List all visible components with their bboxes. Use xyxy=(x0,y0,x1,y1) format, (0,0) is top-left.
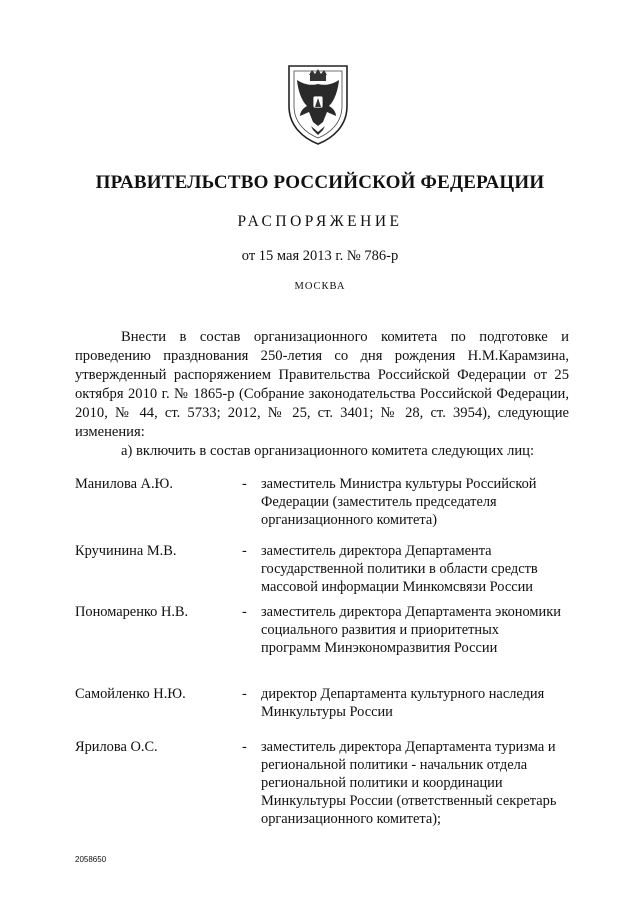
member-description: заместитель директора Департамента государственной политики в области средств массовой информации Минкомсвязи России xyxy=(261,543,538,595)
member-name: Пономаренко Н.В. xyxy=(75,604,189,620)
date-number-line: от 15 мая 2013 г. № 786-р xyxy=(241,248,399,264)
member-description: директор Департамента культурного наследия Минкультуры России xyxy=(261,686,545,720)
member-dash: - xyxy=(242,543,247,559)
member-name: Самойленко Н.Ю. xyxy=(75,686,186,702)
member-name: Манилова А.Ю. xyxy=(75,476,173,492)
member-name: Кручинина М.В. xyxy=(75,543,177,559)
member-dash: - xyxy=(242,739,247,755)
member-dash: - xyxy=(242,476,247,492)
member-dash: - xyxy=(242,604,247,620)
order-type-title: РАСПОРЯЖЕНИЕ xyxy=(237,213,403,230)
coat-of-arms-icon xyxy=(273,60,363,150)
member-description: заместитель директора Департамента туризма и региональной политики - начальник отдела региональной политики и координации Минкультуры России (ответственный секретарь организационного комитета); xyxy=(261,739,557,827)
sub-item-a: а) включить в состав организационного комитета следующих лиц: xyxy=(121,443,535,459)
order-paragraph: Внести в состав организационного комитета по подготовке и проведению празднования 250-летия со дня рождения Н.М.Карамзина, утвержденный распоряжением Правительства Российской Федерации от 25 октября 2010 г. № 1865-р (Собрание законодательства Российской Федерации, 2010, № 44, ст. 5733; 2012, № 25, ст. 3401; № 28, ст. 3954), следующие изменения: xyxy=(75,329,569,440)
member-dash: - xyxy=(242,686,247,702)
member-description: заместитель директора Департамента экономики социального развития и приоритетных программ Минэкономразвития России xyxy=(261,604,561,656)
city-name: МОСКВА xyxy=(294,281,346,292)
government-title: ПРАВИТЕЛЬСТВО РОССИЙСКОЙ ФЕДЕРАЦИИ xyxy=(95,172,545,193)
member-description: заместитель Министра культуры Российской Федерации (заместитель председателя организационного комитета) xyxy=(261,476,537,528)
document-code: 2058650 xyxy=(75,855,107,864)
member-name: Ярилова О.С. xyxy=(75,739,158,755)
